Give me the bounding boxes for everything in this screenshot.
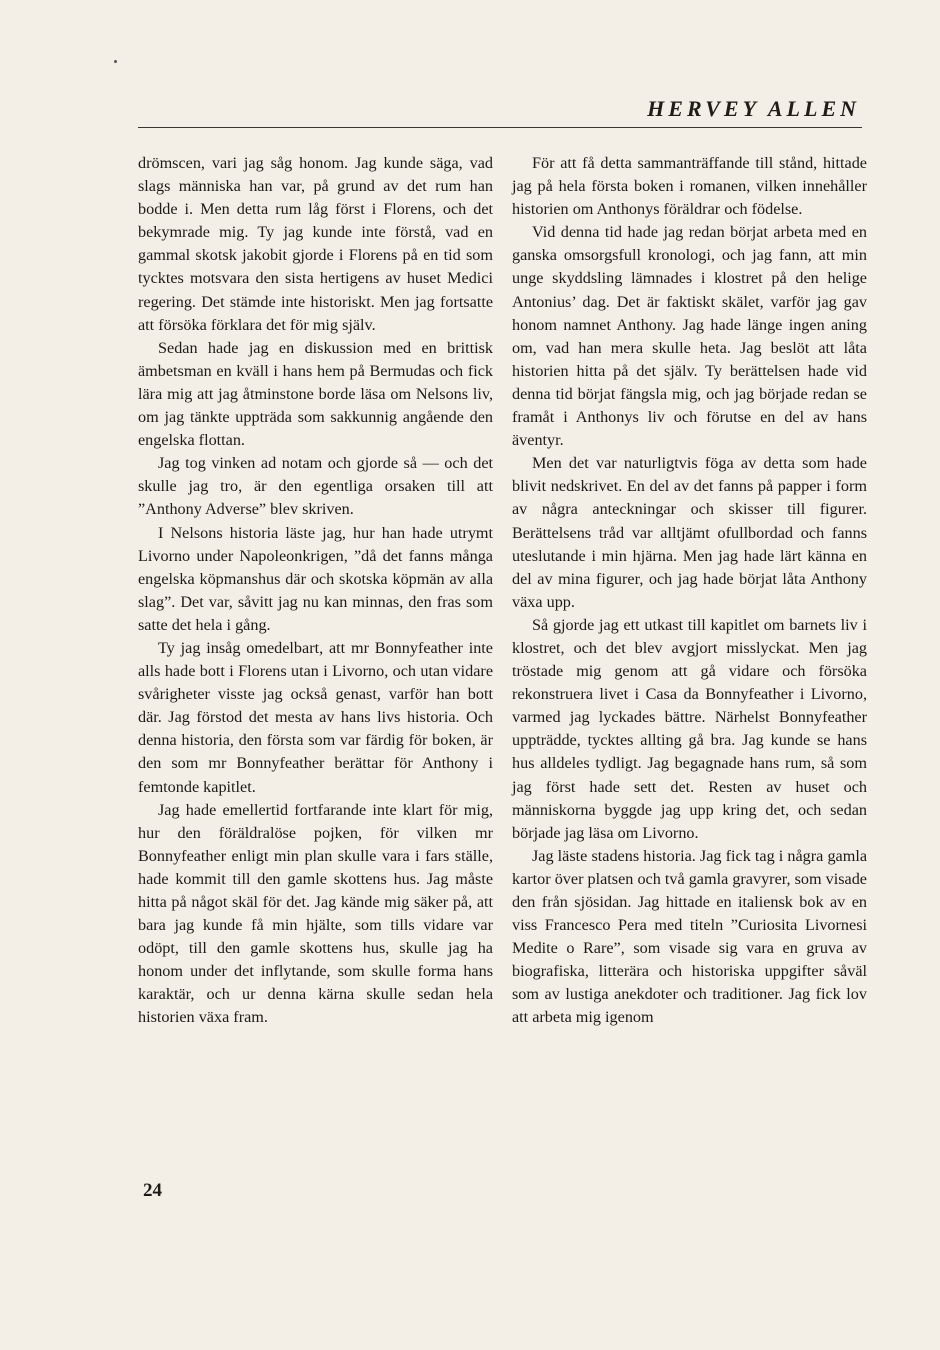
header-rule	[138, 127, 862, 128]
running-head: HERVEY ALLEN	[647, 96, 860, 121]
paragraph: Jag hade emellertid fortfarande inte klart för mig, hur den föräldralöse pojken, för vilken mr Bonnyfeather enligt min plan skulle vara i fars ställe, hade kommit till den gamle skottens hus. Jag måste hitta på något skäl för det. Jag kände mig säker på, att bara jag kunde få min hjälte, som tills vidare var odöpt, till den gamle skottens hus, skulle jag ha honom under det inflytande, som skulle forma hans karaktär, och ur denna kärna skulle sedan hela historien växa fram.	[138, 800, 493, 1027]
page-number: 24	[143, 1180, 162, 1201]
paragraph: Sedan hade jag en diskussion med en brittisk ämbetsman en kväll i hans hem på Bermudas och fick lära mig att jag åtminstone borde läsa om Nelsons liv, om jag tänkte uppträda som sakkunnig angående den engelska flottan.	[138, 338, 493, 450]
paragraph: Ty jag insåg omedelbart, att mr Bonnyfeather inte alls hade bott i Florens utan i Livorno, och utan vidare svårigheter visste jag också genast, varför han bott där. Jag förstod det mesta av hans livs historia. Och denna historia, den första som var färdig för boken, är den som mr Bonnyfeather berättar för Anthony i femtonde kapitlet.	[138, 638, 493, 796]
paragraph: drömscen, vari jag såg honom. Jag kunde säga, vad slags människa han var, på grund av det rum han bodde i. Men detta rum låg först i Florens, och det bekymrade mig. Ty jag kunde inte förstå, vad en gammal skotsk jakobit gjorde i Florens på en tid som tycktes motsvara den sista hertigens av huset Medici regering. Det stämde inte historiskt. Men jag fortsatte att försöka förklara det för mig själv.	[138, 154, 493, 334]
paragraph: Så gjorde jag ett utkast till kapitlet om barnets liv i klostret, och det blev avgjort misslyckat. Men jag tröstade mig genom att gå vidare och försöka rekonstruera livet i Casa da Bonnyfeather i Livorno, varmed jag lyckades bättre. Närhelst Bonnyfeather uppträdde, tycktes allting gå bra. Jag kunde se hans hus alldeles tydligt. Jag begagnade hans rum, så som jag först hade sett det. Resten av huset och människorna byggde jag upp kring det, och sedan började jag läsa om Livorno.	[512, 615, 867, 842]
paper-speck	[114, 60, 117, 63]
paragraph: Vid denna tid hade jag redan börjat arbeta med en ganska omsorgsfull kronologi, och jag fann, att min unge skyddsling lämnades i klostret på den helige Antonius’ dag. Det är faktiskt skälet, varför jag gav honom namnet Anthony. Jag hade länge ingen aning om, vad han mera skulle heta. Jag beslöt att låta historien hitta på det själv. Ty berättelsen hade vid denna tid börjat fängsla mig, och jag började redan se framåt i Anthonys liv och förutse en del av hans äventyr.	[512, 223, 867, 450]
paragraph: Jag tog vinken ad notam och gjorde så — och det skulle jag tro, är den egentliga orsaken till att ”Anthony Adverse” blev skriven.	[138, 454, 493, 519]
paragraph: Jag läste stadens historia. Jag fick tag i några gamla kartor över platsen och två gamla gravyrer, som visade den från sjösidan. Jag hittade en italiensk bok av en viss Francesco Pera med titeln ”Curiosita Livornesi Medite o Rare”, som visade sig vara en gruva av biografiska, litterära och historiska uppgifter såväl som av lustiga anekdoter och traditioner. Jag fick lov att arbeta mig igenom	[512, 846, 867, 1027]
paragraph: Men det var naturligtvis föga av detta som hade blivit nedskrivet. En del av det fanns på papper i form av några anteckningar och skisser till figurer. Berättelsens tråd var alltjämt ofullbordad och fanns uteslutande i min hjärna. Men jag hade lärt känna en del av mina figurer, och jag hade börjat låta Anthony växa upp.	[512, 454, 867, 611]
paragraph: För att få detta sammanträffande till stånd, hittade jag på hela första boken i romanen, vilken innehåller historien om Anthonys föräldrar och födelse.	[512, 154, 867, 219]
left-column	[138, 152, 493, 1030]
paragraph: I Nelsons historia läste jag, hur han hade utrymt Livorno under Napoleonkrigen, ”då det fanns många engelska köpmanshus där och skotska köpmän av alla slag”. Det var, såvitt jag nu kan minnas, den fras som satte det hela i gång.	[138, 523, 493, 634]
right-column	[512, 152, 867, 1030]
